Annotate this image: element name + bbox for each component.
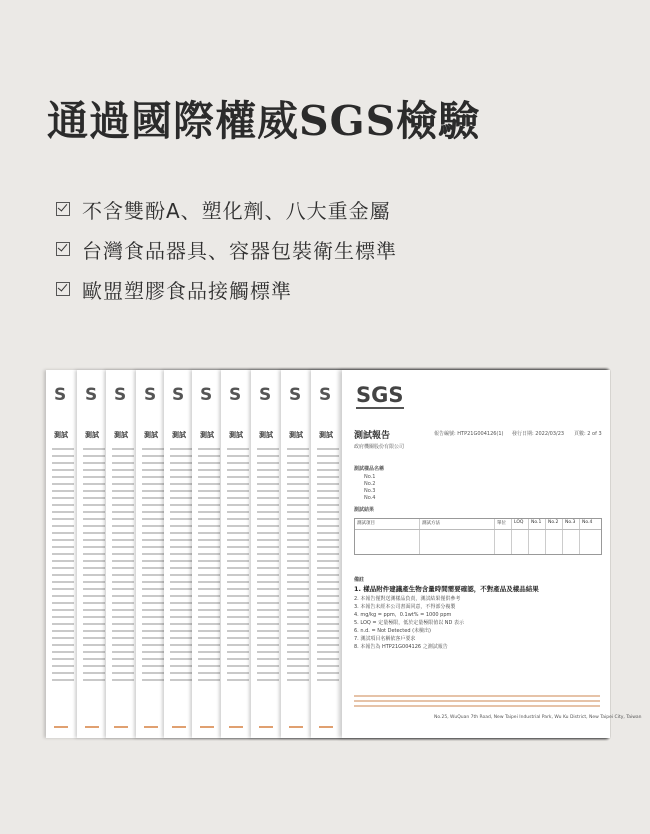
report-page: 頁數: 2 of 3 xyxy=(574,431,602,437)
table-header: No.1 xyxy=(529,519,546,529)
company-address: No.25, WuQuan 7th Road, New Taipei Industrial Park, Wu Ku District, New Taipei City, Taiwan xyxy=(434,715,642,720)
sheet-title: 測試 xyxy=(85,431,99,439)
note-line: 8. 本報告為 HTP21G004126 之測試報告 xyxy=(354,644,448,650)
notes-title: 備註 xyxy=(354,577,365,583)
report-notes xyxy=(354,576,600,651)
sheet-logo: S xyxy=(229,385,242,405)
sheet-logo: S xyxy=(172,385,185,405)
feature-text: 歐盟塑膠食品接觸標準 xyxy=(82,278,292,303)
sheet-footer-mark xyxy=(114,726,128,728)
sheet-logo: S xyxy=(144,385,157,405)
sheet-title: 測試 xyxy=(200,431,214,439)
sheet-text-lines xyxy=(170,448,192,686)
sample-item: No.2 xyxy=(364,481,376,487)
table-header: 單位 xyxy=(495,519,512,529)
footer-text-lines xyxy=(354,695,600,710)
sgs-report-front xyxy=(342,370,642,738)
report-title: 測試報告 xyxy=(354,431,391,441)
note-line: 7. 測試項目名稱依客戶要求 xyxy=(354,636,416,642)
table-header: No.2 xyxy=(546,519,563,529)
table-header: No.3 xyxy=(563,519,580,529)
sheet-logo: S xyxy=(114,385,127,405)
feature-text: 不含雙酚A、塑化劑、八大重金屬 xyxy=(82,198,391,223)
table-row xyxy=(355,530,601,554)
sheet-title: 測試 xyxy=(172,431,186,439)
sheet-logo: S xyxy=(319,385,332,405)
sheet-text-lines xyxy=(83,448,105,686)
sheet-footer-mark xyxy=(144,726,158,728)
table-header: 測試方法 xyxy=(420,519,495,529)
sheet-footer-mark xyxy=(85,726,99,728)
sheet-logo: S xyxy=(54,385,67,405)
note-line: 6. n.d. = Not Detected (未檢出) xyxy=(354,628,432,634)
sheet-text-lines xyxy=(257,448,279,686)
sheet-logo: S xyxy=(289,385,302,405)
page-title: 通過國際權威SGS檢驗 xyxy=(47,97,481,145)
sheet-title: 測試 xyxy=(54,431,68,439)
sample-item: No.4 xyxy=(364,495,376,501)
sheet-footer-mark xyxy=(259,726,273,728)
note-line: 5. LOQ = 定量極限，低於定量極限值以 ND 表示 xyxy=(354,620,464,626)
feature-text: 台灣食品器具、容器包裝衛生標準 xyxy=(82,238,397,263)
sheet-title: 測試 xyxy=(144,431,158,439)
note-line: 1. 樣品附件建議產生物含量時間需要確認，不對產品及樣品結果 xyxy=(354,585,539,593)
sheet-title: 測試 xyxy=(114,431,128,439)
sheet-text-lines xyxy=(198,448,220,686)
sheet-footer-mark xyxy=(172,726,186,728)
note-line: 2. 本報告僅對送測樣品負責，測試結果僅供參考 xyxy=(354,596,461,602)
table-header: LOQ xyxy=(512,519,529,529)
sheet-text-lines xyxy=(112,448,134,686)
report-number: 報告編號: HTP21G004126(1) xyxy=(434,431,504,437)
sheet-footer-mark xyxy=(289,726,303,728)
sheet-text-lines xyxy=(142,448,164,686)
sheet-text-lines xyxy=(227,448,249,686)
note-line: 4. mg/kg = ppm，0.1wt% = 1000 ppm xyxy=(354,612,452,618)
company-line: 政府機關股份有限公司 xyxy=(354,444,405,450)
note-line: 3. 本報告未經本公司書面同意，不得部分複製 xyxy=(354,604,456,610)
sheet-logo: S xyxy=(200,385,213,405)
sgs-logo: SGS xyxy=(356,383,404,407)
sheet-title: 測試 xyxy=(229,431,243,439)
sheet-footer-mark xyxy=(229,726,243,728)
sheet-text-lines xyxy=(287,448,309,686)
sheet-footer-mark xyxy=(319,726,333,728)
result-table xyxy=(354,518,602,555)
table-header-row xyxy=(355,519,601,530)
sheet-text-lines xyxy=(52,448,74,686)
result-header: 測試結果 xyxy=(354,507,375,513)
table-header: 測試項目 xyxy=(355,519,420,529)
report-date: 發行日期: 2022/03/23 xyxy=(512,431,565,437)
sample-item: No.1 xyxy=(364,474,376,480)
sheet-logo: S xyxy=(85,385,98,405)
sheet-title: 測試 xyxy=(289,431,303,439)
sheet-title: 測試 xyxy=(319,431,333,439)
sample-item: No.3 xyxy=(364,488,376,494)
sheet-text-lines xyxy=(317,448,339,686)
sheet-footer-mark xyxy=(54,726,68,728)
table-header: No.4 xyxy=(582,520,593,525)
sheet-title: 測試 xyxy=(259,431,273,439)
sample-header: 測試樣品名稱 xyxy=(354,466,385,472)
sheet-logo: S xyxy=(259,385,272,405)
sheet-footer-mark xyxy=(200,726,214,728)
